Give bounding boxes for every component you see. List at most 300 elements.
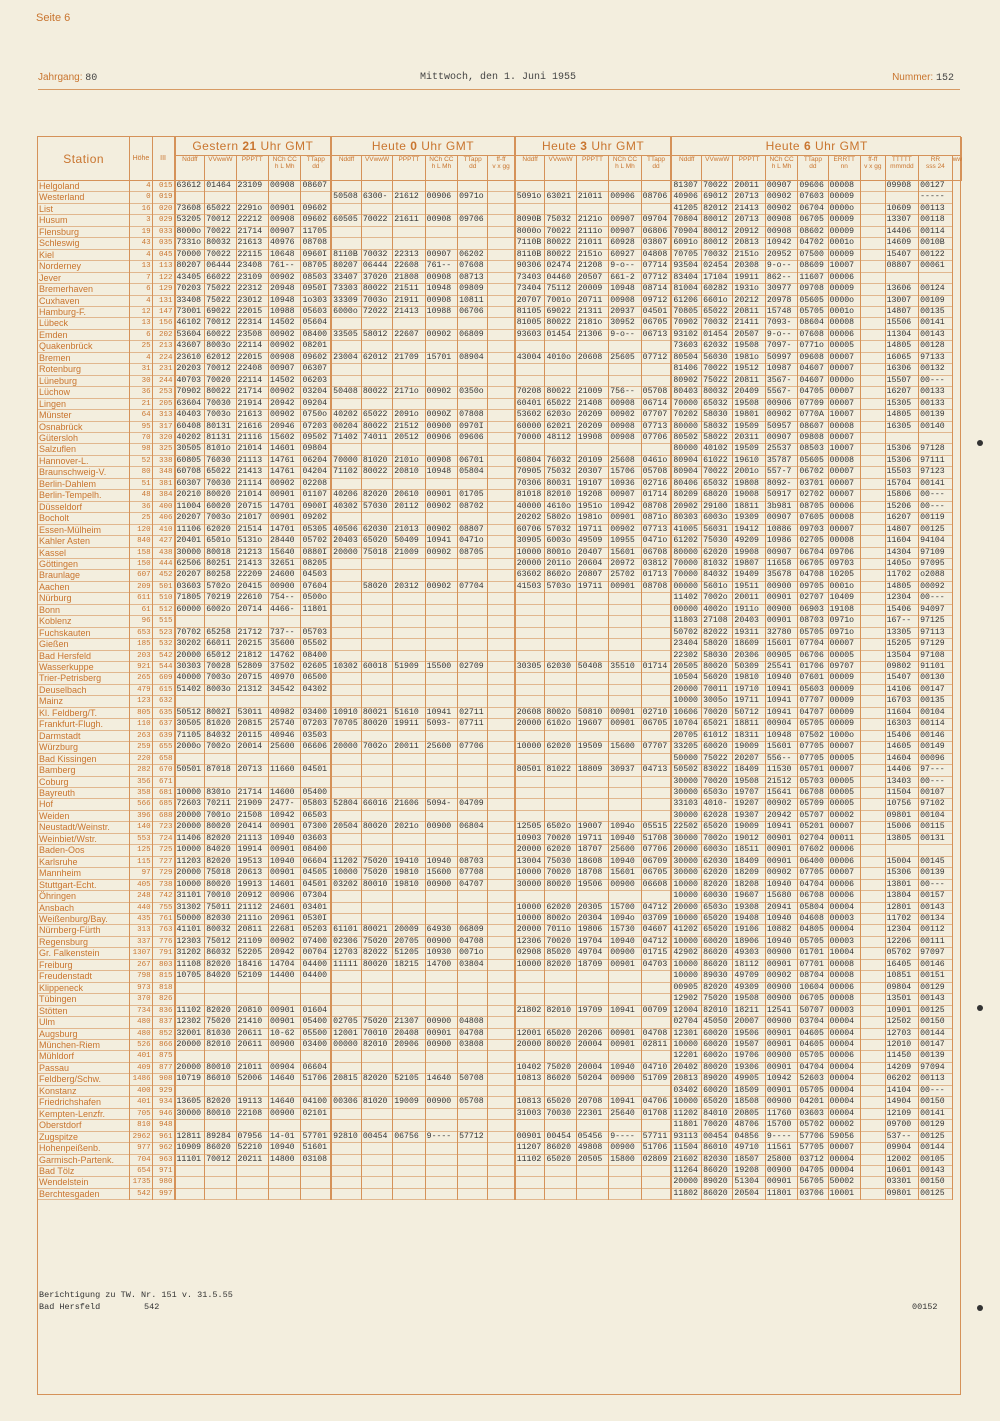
table-row <box>38 490 962 501</box>
heute-0-value <box>425 318 457 329</box>
heute-0-value <box>393 593 425 604</box>
heute-6-value <box>860 1120 885 1131</box>
heute-0-value: 20112 <box>393 501 425 512</box>
heute-6-value: 19711 <box>733 696 765 707</box>
heute-6-value <box>860 914 885 925</box>
heute-3-value: 10941 <box>609 1097 641 1108</box>
heute-3-value: 80031 <box>545 478 576 489</box>
gestern-21-value: 52109 <box>236 971 268 982</box>
station-height: 21 <box>130 398 152 409</box>
heute-0-ff-cell <box>488 410 515 421</box>
heute-0-value <box>393 650 425 661</box>
heute-0-value <box>361 684 392 695</box>
heute-6-value: 03603 <box>798 1108 828 1119</box>
heute-6-value: 00131 <box>919 833 953 844</box>
heute-0-value <box>331 673 361 684</box>
heute-6-value: 6091o <box>671 238 701 249</box>
gestern-21-value <box>269 1051 301 1062</box>
heute-6-value: 19108 <box>828 604 860 615</box>
table-row <box>38 730 962 741</box>
heute-6-value: 00907 <box>765 513 797 524</box>
gestern-21-value: 62506 <box>175 558 205 569</box>
heute-6-value: 19810 <box>733 673 765 684</box>
heute-6-value: 00006 <box>828 329 860 340</box>
heute-3-value: 75032 <box>545 467 576 478</box>
heute-6-value: 15306 <box>885 444 919 455</box>
heute-6-value: 16405 <box>885 959 919 970</box>
heute-6-value: 62030 <box>702 856 733 867</box>
heute-3-value: 30905 <box>515 536 545 547</box>
gestern-21-value: 43405 <box>175 272 205 283</box>
heute-6-value: 86020 <box>702 959 733 970</box>
heute-0-ff-cell <box>488 650 515 661</box>
gestern-21-value: 7002o <box>205 742 236 753</box>
heute-6-value: 00900 <box>765 604 797 615</box>
station-id: 635 <box>152 707 174 718</box>
station-height: 805 <box>130 707 152 718</box>
station-name: Hannover-L. <box>38 455 130 466</box>
heute-0-value <box>331 1062 361 1073</box>
heute-6-value: 00004 <box>828 925 860 936</box>
heute-6-value: 20713 <box>733 215 765 226</box>
heute-6-value <box>860 1131 885 1142</box>
heute-0-value <box>361 1108 392 1119</box>
station-height: 36 <box>130 501 152 512</box>
heute-3-value <box>576 1177 608 1188</box>
gestern-21-value: 20611 <box>236 1039 268 1050</box>
heute-6-value: 41205 <box>671 203 701 214</box>
heute-6-value: 00005 <box>828 650 860 661</box>
gestern-21-value: 00908 <box>269 215 301 226</box>
heute-6-value: 15748 <box>765 306 797 317</box>
heute-6-value <box>860 833 885 844</box>
gestern-21-value: 22408 <box>236 364 268 375</box>
heute-6-value <box>860 1005 885 1016</box>
heute-3-value: 04712 <box>641 936 671 947</box>
heute-0-ff-cell <box>488 936 515 947</box>
gestern-21-value: 82020 <box>205 959 236 970</box>
heute-3-value <box>641 627 671 638</box>
heute-0-value <box>393 845 425 856</box>
heute-3-value: 00901 <box>609 1028 641 1039</box>
gestern-21-value: 03108 <box>301 1154 331 1165</box>
footer-number: 00152 <box>912 1302 938 1312</box>
heute-3-value: 8002o <box>545 707 576 718</box>
gestern-21-value: 21413 <box>236 467 268 478</box>
heute-0-value: 22313 <box>393 249 425 260</box>
station-name: Lüneburg <box>38 375 130 386</box>
heute-3-value: 4010o <box>545 352 576 363</box>
heute-0-ff-cell <box>488 833 515 844</box>
heute-6-value: 10000 <box>671 696 701 707</box>
heute-3-value <box>515 776 545 787</box>
heute-6-value: 14406 <box>885 226 919 237</box>
station-id: 147 <box>152 306 174 317</box>
gestern-21-value: 20713 <box>236 765 268 776</box>
heute-0-ff-cell <box>488 421 515 432</box>
station-name: Helgoland <box>38 181 130 192</box>
gestern-21-value: 81030 <box>205 1028 236 1039</box>
gestern-21-value: 20715 <box>236 673 268 684</box>
gestern-21-value <box>205 696 236 707</box>
heute-0-value: 20815 <box>331 1074 361 1085</box>
heute-0-value <box>458 673 488 684</box>
heute-6-value: 167-- <box>885 616 919 627</box>
heute-6-value: 97123 <box>919 467 953 478</box>
heute-0-value <box>361 1177 392 1188</box>
heute-6-value: 20811 <box>733 306 765 317</box>
heute-6-value: 01706 <box>798 662 828 673</box>
gestern-21-value <box>301 1177 331 1188</box>
heute-3-value <box>609 444 641 455</box>
heute-0-value <box>331 238 361 249</box>
heute-0-value <box>425 558 457 569</box>
table-row <box>38 891 962 902</box>
heute-6-value <box>860 329 885 340</box>
heute-6-value: 15407 <box>885 673 919 684</box>
heute-6-value: 19208 <box>733 1165 765 1176</box>
heute-0-ff-cell <box>488 856 515 867</box>
heute-6-value <box>860 810 885 821</box>
heute-0-value: 08713 <box>458 272 488 283</box>
gestern-21-value: 53604 <box>175 329 205 340</box>
heute-0-value: 10948 <box>425 467 457 478</box>
gestern-21-value: 02208 <box>301 478 331 489</box>
heute-3-value: 05708 <box>641 467 671 478</box>
gestern-21-value: 40403 <box>175 410 205 421</box>
heute-3-value: 01714 <box>641 490 671 501</box>
heute-0-value: 2171o <box>393 387 425 398</box>
heute-0-value: 00901 <box>425 1028 457 1039</box>
heute-3-value: 75112 <box>545 284 576 295</box>
heute-3-value <box>576 203 608 214</box>
heute-0-value: 62030 <box>361 524 392 535</box>
heute-6-value: 00061 <box>919 261 953 272</box>
station-height: 542 <box>130 1188 152 1199</box>
heute-6-value: 7002o <box>702 833 733 844</box>
heute-0-value <box>331 1108 361 1119</box>
heute-6-value: 33205 <box>671 742 701 753</box>
heute-6-value: 00008 <box>828 513 860 524</box>
gestern-21-value: 14601 <box>269 879 301 890</box>
heute-3-value: 51709 <box>641 1074 671 1085</box>
station-id: 317 <box>152 421 174 432</box>
heute-6-value: 07705 <box>798 742 828 753</box>
heute-3-value: 06709 <box>641 856 671 867</box>
heute-6-value <box>860 753 885 764</box>
heute-6-value: 70020 <box>702 707 733 718</box>
heute-0-value <box>331 570 361 581</box>
heute-3-value: 19107 <box>576 478 608 489</box>
h6-ww-header: ww <box>952 156 961 181</box>
station-header: Station <box>38 137 130 181</box>
heute-0-ff-cell <box>488 1154 515 1165</box>
heute-6-value: 21602 <box>671 1154 701 1165</box>
heute-6-value <box>860 902 885 913</box>
heute-3-value: 10940 <box>609 1062 641 1073</box>
gestern-21-value: 8101o <box>205 444 236 455</box>
gestern-21-value: 40703 <box>175 375 205 386</box>
heute-3-value: 10813 <box>515 1074 545 1085</box>
heute-6-value: 10756 <box>885 799 919 810</box>
gestern-21-value: 7003o <box>205 410 236 421</box>
heute-6-value: 10004 <box>828 948 860 959</box>
heute-6-value: 05705 <box>798 936 828 947</box>
gestern-21-value: 20401 <box>175 536 205 547</box>
heute-0-ff-cell <box>488 914 515 925</box>
gestern-21-value: 11705 <box>301 226 331 237</box>
heute-3-value: 2111o <box>576 226 608 237</box>
station-id: 253 <box>152 387 174 398</box>
gestern-21-value: 65022 <box>205 203 236 214</box>
heute-3-value: 6203o <box>545 410 576 421</box>
heute-0-value <box>393 1165 425 1176</box>
station-name: Stötten <box>38 1005 130 1016</box>
heute-6-value: 81307 <box>671 181 701 192</box>
heute-3-value <box>545 444 576 455</box>
station-id: 685 <box>152 799 174 810</box>
heute-6-value: 05707 <box>798 810 828 821</box>
heute-3-value <box>609 181 641 192</box>
heute-3-value: 20972 <box>609 558 641 569</box>
heute-6-value: 20308 <box>733 261 765 272</box>
gestern-21-value: 86010 <box>205 1074 236 1085</box>
heute-6-value: o2088 <box>919 570 953 581</box>
table-row <box>38 650 962 661</box>
heute-0-value <box>425 810 457 821</box>
gestern-21-value <box>205 776 236 787</box>
heute-6-value: 70020 <box>702 776 733 787</box>
heute-3-value <box>609 788 641 799</box>
gestern-21-value <box>269 192 301 203</box>
heute-0-value: 20906 <box>393 1039 425 1050</box>
gestern-21-value: 21014 <box>236 490 268 501</box>
station-name: Fuchskauten <box>38 627 130 638</box>
heute-0-value: 19009 <box>393 1097 425 1108</box>
heute-6-value: 20011 <box>733 181 765 192</box>
heute-6-value: 00901 <box>765 1177 797 1188</box>
heute-3-value <box>515 1051 545 1062</box>
heute-6-value: 20402 <box>671 1062 701 1073</box>
heute-6-value: 49309 <box>733 982 765 993</box>
gestern-21-value: 8301o <box>205 788 236 799</box>
heute-0-value <box>458 810 488 821</box>
heute-6-value: 10604 <box>798 982 828 993</box>
heute-0-value: 00204 <box>331 421 361 432</box>
heute-6-value: 00002 <box>828 810 860 821</box>
heute-6-value: 40102 <box>702 444 733 455</box>
heute-6-value: 00008 <box>828 536 860 547</box>
heute-3-value: 6003o <box>545 536 576 547</box>
heute-6-value: 23404 <box>671 639 701 650</box>
gestern-21-value: 00907 <box>269 364 301 375</box>
heute-3-value: 15800 <box>609 1154 641 1165</box>
gestern-21-value: 20000 <box>175 1062 205 1073</box>
gestern-21-value: 08201 <box>301 341 331 352</box>
station-name: Lingen <box>38 398 130 409</box>
heute-0-value <box>331 1165 361 1176</box>
heute-3-value: 50408 <box>576 662 608 673</box>
table-row <box>38 627 962 638</box>
gestern-21-value: 21112 <box>236 902 268 913</box>
heute-3-value <box>641 994 671 1005</box>
station-name: Norderney <box>38 261 130 272</box>
station-name: Lübeck <box>38 318 130 329</box>
heute-0-value: 18215 <box>393 959 425 970</box>
gestern-21-value: 20815 <box>236 719 268 730</box>
heute-3-value <box>609 364 641 375</box>
heute-0-value <box>458 650 488 661</box>
gestern-21-value: 761-- <box>269 261 301 272</box>
heute-3-value: 80022 <box>545 249 576 260</box>
station-name: Baden-Oos <box>38 845 130 856</box>
heute-6-value: 70202 <box>671 410 701 421</box>
station-height: 435 <box>130 914 152 925</box>
heute-3-value: 05515 <box>641 822 671 833</box>
gestern-21-value: 24600 <box>269 570 301 581</box>
heute-6-value <box>860 1039 885 1050</box>
heute-0-value: 00908 <box>425 272 457 283</box>
gestern-21-value <box>236 753 268 764</box>
heute-6-value: 25541 <box>765 662 797 673</box>
heute-0-value: 20408 <box>393 1028 425 1039</box>
heute-3-value: 62020 <box>545 742 576 753</box>
heute-6-value: 04805 <box>798 925 828 936</box>
gestern-21-value: 14761 <box>269 467 301 478</box>
heute-0-value <box>361 558 392 569</box>
heute-3-value: 70022 <box>545 226 576 237</box>
heute-0-value: 07704 <box>458 581 488 592</box>
station-height: 653 <box>130 627 152 638</box>
heute-0-value: 60018 <box>361 662 392 673</box>
heute-6-value: 11801 <box>765 1188 797 1199</box>
heute-6-value <box>860 1108 885 1119</box>
heute-3-value <box>641 810 671 821</box>
heute-3-value: 00901 <box>609 513 641 524</box>
heute-0-value <box>393 833 425 844</box>
gestern-21-value: 2111o <box>236 914 268 925</box>
station-name: Augsburg <box>38 1028 130 1039</box>
heute-6-value: 00--- <box>919 501 953 512</box>
heute-6-value: 00901 <box>765 593 797 604</box>
gestern-21-value: 03204 <box>301 387 331 398</box>
heute-0-ff-cell <box>488 742 515 753</box>
heute-0-value <box>331 753 361 764</box>
heute-6-value <box>860 398 885 409</box>
heute-0-value <box>393 1120 425 1131</box>
heute-6-value: 07603 <box>798 192 828 203</box>
gestern-21-value: 63604 <box>175 398 205 409</box>
heute-6-value: 93113 <box>671 1131 701 1142</box>
station-id: 803 <box>152 959 174 970</box>
heute-6-value: 07608 <box>798 329 828 340</box>
gestern-21-value <box>236 1188 268 1199</box>
correction-note <box>39 1289 233 1313</box>
heute-0-value <box>393 398 425 409</box>
station-name: Nürnberg-Fürth <box>38 925 130 936</box>
heute-3-value <box>576 375 608 386</box>
station-name: Kl. Feldberg/T. <box>38 707 130 718</box>
heute-3-value: 81022 <box>545 765 576 776</box>
heute-6-value: 11264 <box>671 1165 701 1176</box>
station-height: 43 <box>130 238 152 249</box>
heute-3-value: 19007 <box>576 822 608 833</box>
gestern-21-value: 14640 <box>269 1097 301 1108</box>
heute-3-value: 19711 <box>576 581 608 592</box>
heute-6-value: 19409 <box>733 570 765 581</box>
heute-3-value: 1094o <box>609 914 641 925</box>
heute-6-value: 11702 <box>885 570 919 581</box>
heute-6-value: 14807 <box>885 524 919 535</box>
heute-3-value: 80501 <box>515 765 545 776</box>
heute-0-value: 00906 <box>425 432 457 443</box>
heute-6-value: 60020 <box>702 936 733 947</box>
table-row <box>38 455 962 466</box>
heute-6-value <box>860 341 885 352</box>
heute-0-value: 09606 <box>458 432 488 443</box>
station-height: 140 <box>130 822 152 833</box>
heute-6-value: 19508 <box>733 776 765 787</box>
heute-3-value <box>609 604 641 615</box>
heute-3-value: 20807 <box>576 570 608 581</box>
heute-6-value <box>860 982 885 993</box>
heute-6-value <box>860 261 885 272</box>
heute-0-value <box>331 398 361 409</box>
heute-0-value: 00902 <box>425 581 457 592</box>
heute-6-value <box>860 318 885 329</box>
heute-6-value: 00901 <box>765 1028 797 1039</box>
gestern-21-value: 03603 <box>301 833 331 844</box>
heute-0-ff-cell <box>488 1062 515 1073</box>
heute-3-value: 07713 <box>641 421 671 432</box>
gestern-21-value: 09602 <box>301 352 331 363</box>
heute-6-value: 97113 <box>919 627 953 638</box>
heute-6-value: 00900 <box>765 1051 797 1062</box>
station-id: 019 <box>152 192 174 203</box>
weather-table-sheet <box>37 136 961 1395</box>
gestern-21-value: 86032 <box>205 948 236 959</box>
heute-0-value <box>393 444 425 455</box>
gestern-21-value <box>205 192 236 203</box>
heute-0-ff-cell <box>488 192 515 203</box>
heute-6-value: 00141 <box>919 318 953 329</box>
heute-6-value: 00008 <box>828 318 860 329</box>
heute-3-value <box>641 364 671 375</box>
heute-6-value: 19508 <box>733 341 765 352</box>
heute-6-value <box>860 799 885 810</box>
heute-0-value: 0970I <box>458 421 488 432</box>
heute-6-value: 12703 <box>885 1028 919 1039</box>
heute-6-value: 01454 <box>702 329 733 340</box>
heute-0-value: 40202 <box>331 410 361 421</box>
table-row <box>38 375 962 386</box>
station-name: Stuttgart-Echt. <box>38 879 130 890</box>
heute-0-value: 00902 <box>425 329 457 340</box>
station-height: 25 <box>130 513 152 524</box>
gestern-21-value: 50501 <box>175 765 205 776</box>
heute-6-value: 19508 <box>733 994 765 1005</box>
heute-6-value: 19610 <box>733 455 765 466</box>
heute-0-value <box>458 639 488 650</box>
heute-6-value: 50000 <box>671 753 701 764</box>
gestern-21-value: 00902 <box>269 272 301 283</box>
station-id: 761 <box>152 914 174 925</box>
heute-0-value: 00900 <box>425 1097 457 1108</box>
gestern-21-value: 8002I <box>205 707 236 718</box>
heute-6-value: 05709 <box>798 799 828 810</box>
heute-0-value <box>331 650 361 661</box>
heute-6-value: 10000 <box>671 959 701 970</box>
